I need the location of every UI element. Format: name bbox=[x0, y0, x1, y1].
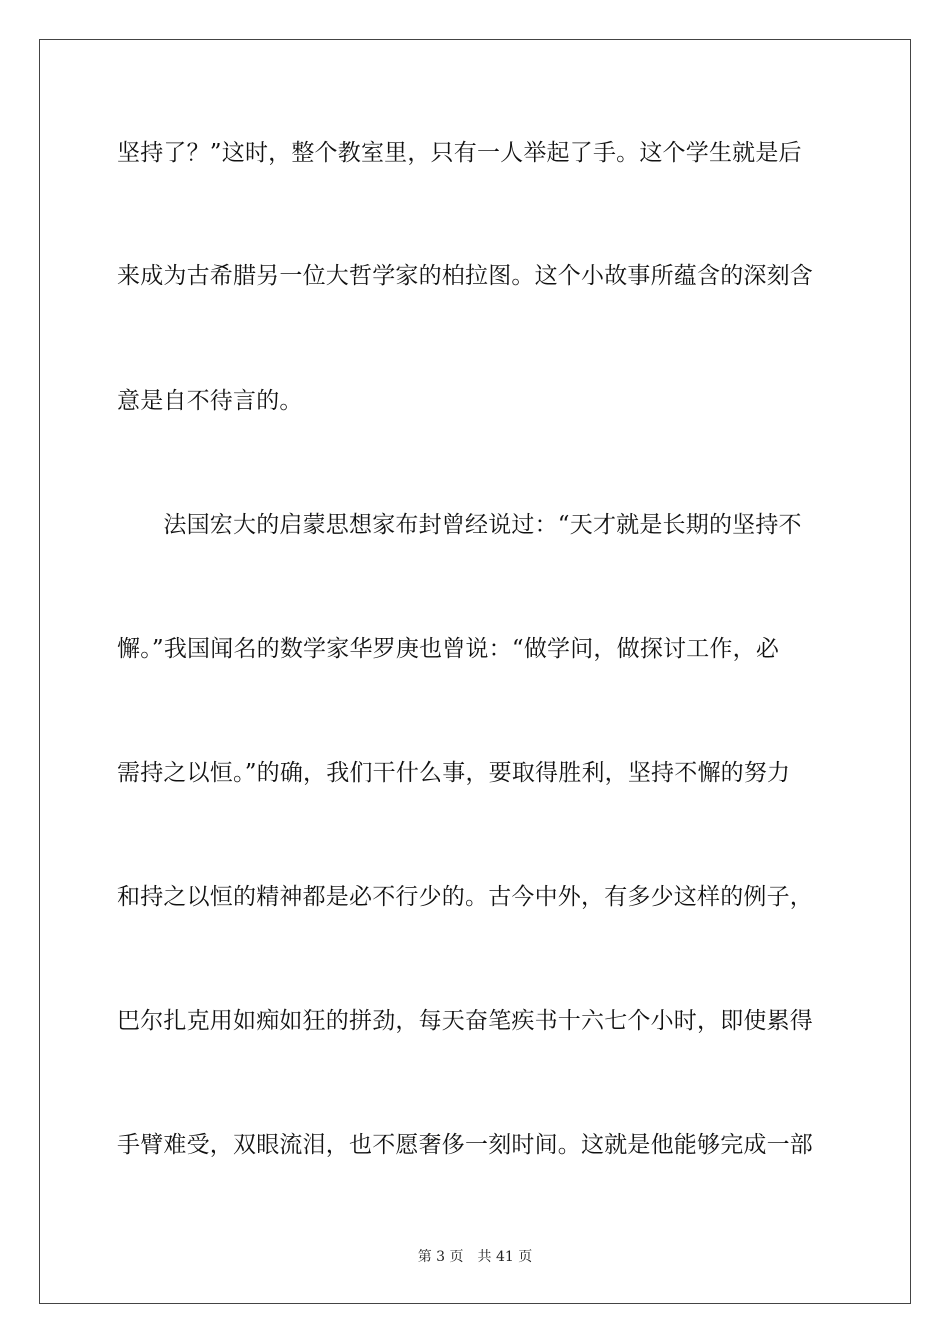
text-line: 和持之以恒的精神都是必不行少的。古今中外，有多少这样的例子， bbox=[117, 884, 813, 910]
text-line: 巴尔扎克用如痴如狂的拼劲，每天奋笔疾书十六七个小时，即使累得 bbox=[117, 1008, 813, 1034]
page-border bbox=[39, 39, 911, 1304]
page-number-label: 第 3 页 共 41 页 bbox=[417, 1249, 533, 1265]
text-line: 手臂难受，双眼流泪，也不愿奢侈一刻时间。这就是他能够完成一部 bbox=[117, 1132, 813, 1158]
text-line: 法国宏大的启蒙思想家布封曾经说过：“天才就是长期的坚持不 bbox=[117, 512, 802, 538]
text-line: 懈。”我国闻名的数学家华罗庚也曾说：“做学问，做探讨工作，必 bbox=[117, 636, 780, 662]
text-line: 需持之以恒。”的确，我们干什么事，要取得胜利，坚持不懈的努力 bbox=[117, 760, 791, 786]
text-line: 来成为古希腊另一位大哲学家的柏拉图。这个小故事所蕴含的深刻含 bbox=[117, 263, 813, 289]
page-footer bbox=[0, 1248, 950, 1266]
text-line: 坚持了？”这时，整个教室里，只有一人举起了手。这个学生就是后 bbox=[117, 140, 802, 166]
text-line: 意是自不待言的。 bbox=[117, 388, 303, 414]
